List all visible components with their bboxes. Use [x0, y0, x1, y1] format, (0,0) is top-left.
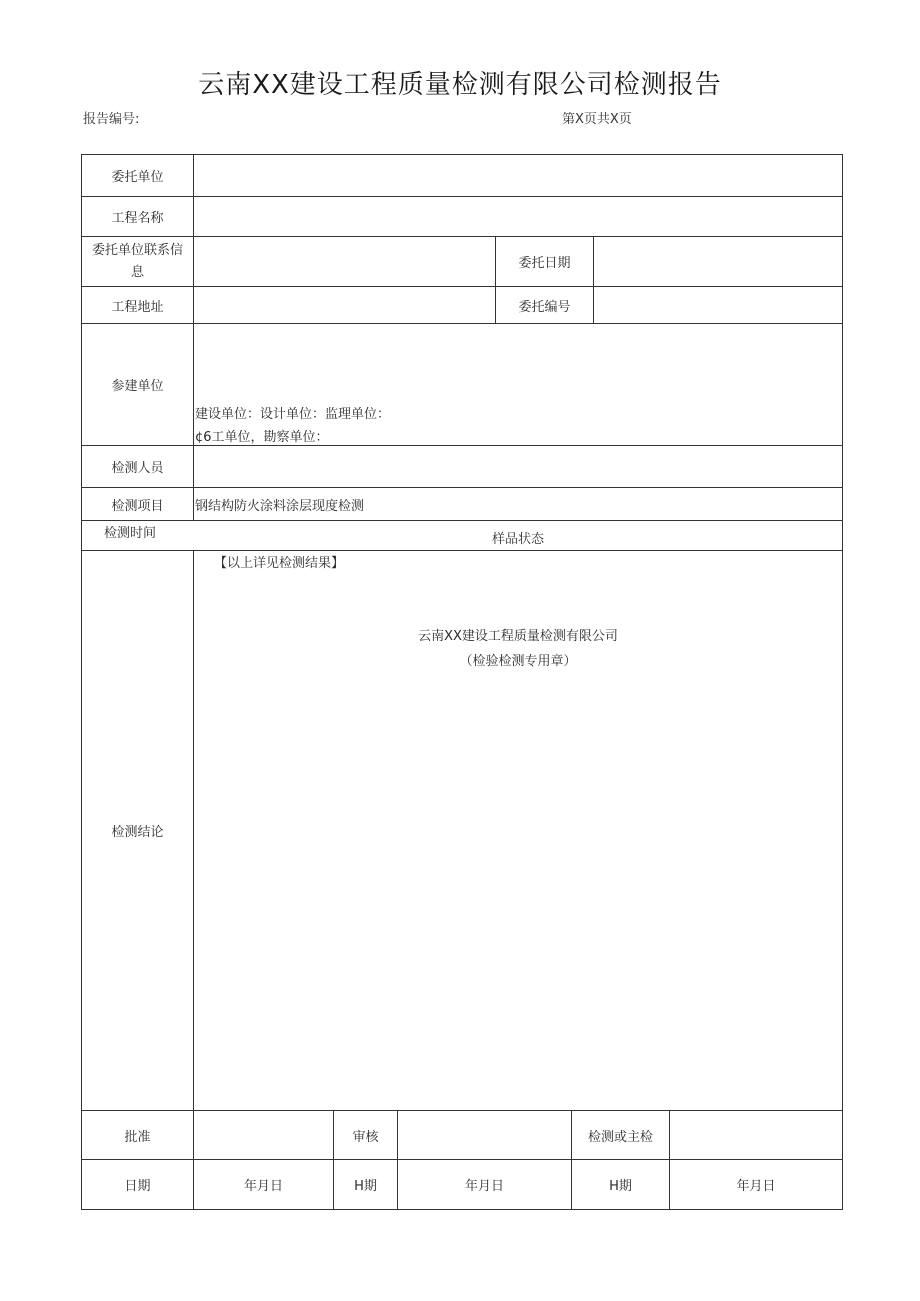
date-label-1: 日期: [124, 1179, 151, 1194]
review-label: 审核: [352, 1129, 379, 1145]
commission-no-label: 委托编号: [518, 299, 571, 315]
participants-line-1: 建设单位：设计单位：监理单位：: [195, 407, 391, 422]
commission-no-value[interactable]: [594, 287, 842, 323]
inspect-label: 检测或主检: [587, 1129, 653, 1145]
commission-date-value[interactable]: [594, 237, 842, 286]
review-value[interactable]: [398, 1111, 571, 1159]
stamp-purpose: （检验检测专用章）: [459, 654, 577, 669]
report-title: 云南XX建设工程质量检测有限公司检测报告: [198, 70, 722, 100]
report-number-label: 报告编号:: [83, 112, 140, 127]
participants-line-2: ¢6工单位，勘察单位：: [195, 430, 329, 445]
item-label: 检测项目: [111, 498, 164, 514]
inspectors-value[interactable]: [194, 446, 842, 487]
commission-date-label: 委托日期: [518, 256, 571, 271]
inspect-value[interactable]: [670, 1111, 842, 1159]
conclusion-label: 检测结论: [111, 825, 164, 840]
approve-value[interactable]: [194, 1111, 333, 1159]
inspectors-label: 检测人员: [111, 461, 164, 476]
conclusion-note: 【以上详见检测结果】: [214, 556, 345, 571]
approve-label: 批准: [124, 1129, 151, 1145]
client-label: 委托单位: [111, 170, 164, 185]
client-contact-label-line2: 息: [130, 265, 144, 280]
date-value-1: 年月日: [243, 1179, 283, 1194]
client-contact-label-line1: 委托单位联系信: [91, 243, 183, 258]
item-value: 钢结构防火涂料涂层现度检测: [195, 498, 365, 514]
date-value-3: 年月日: [736, 1179, 776, 1194]
project-name-value[interactable]: [194, 197, 842, 236]
time-label: 检测时间: [104, 526, 157, 541]
date-label-2: H期: [354, 1179, 377, 1194]
client-contact-value[interactable]: [194, 237, 495, 286]
project-address-value[interactable]: [194, 287, 495, 323]
sample-status-label: 样品状态: [491, 532, 544, 547]
client-value[interactable]: [194, 155, 842, 196]
date-value-2: 年月日: [464, 1179, 504, 1194]
client-contact-label: [82, 237, 193, 286]
project-name-label: 工程名称: [111, 211, 164, 226]
stamp-company: 云南XX建设工程质量检测有限公司: [418, 629, 618, 644]
project-address-label: 工程地址: [111, 299, 164, 315]
participants-label: 参建单位: [111, 379, 164, 394]
page-info: 第X页共X页: [562, 112, 632, 127]
date-label-3: H期: [609, 1179, 632, 1194]
